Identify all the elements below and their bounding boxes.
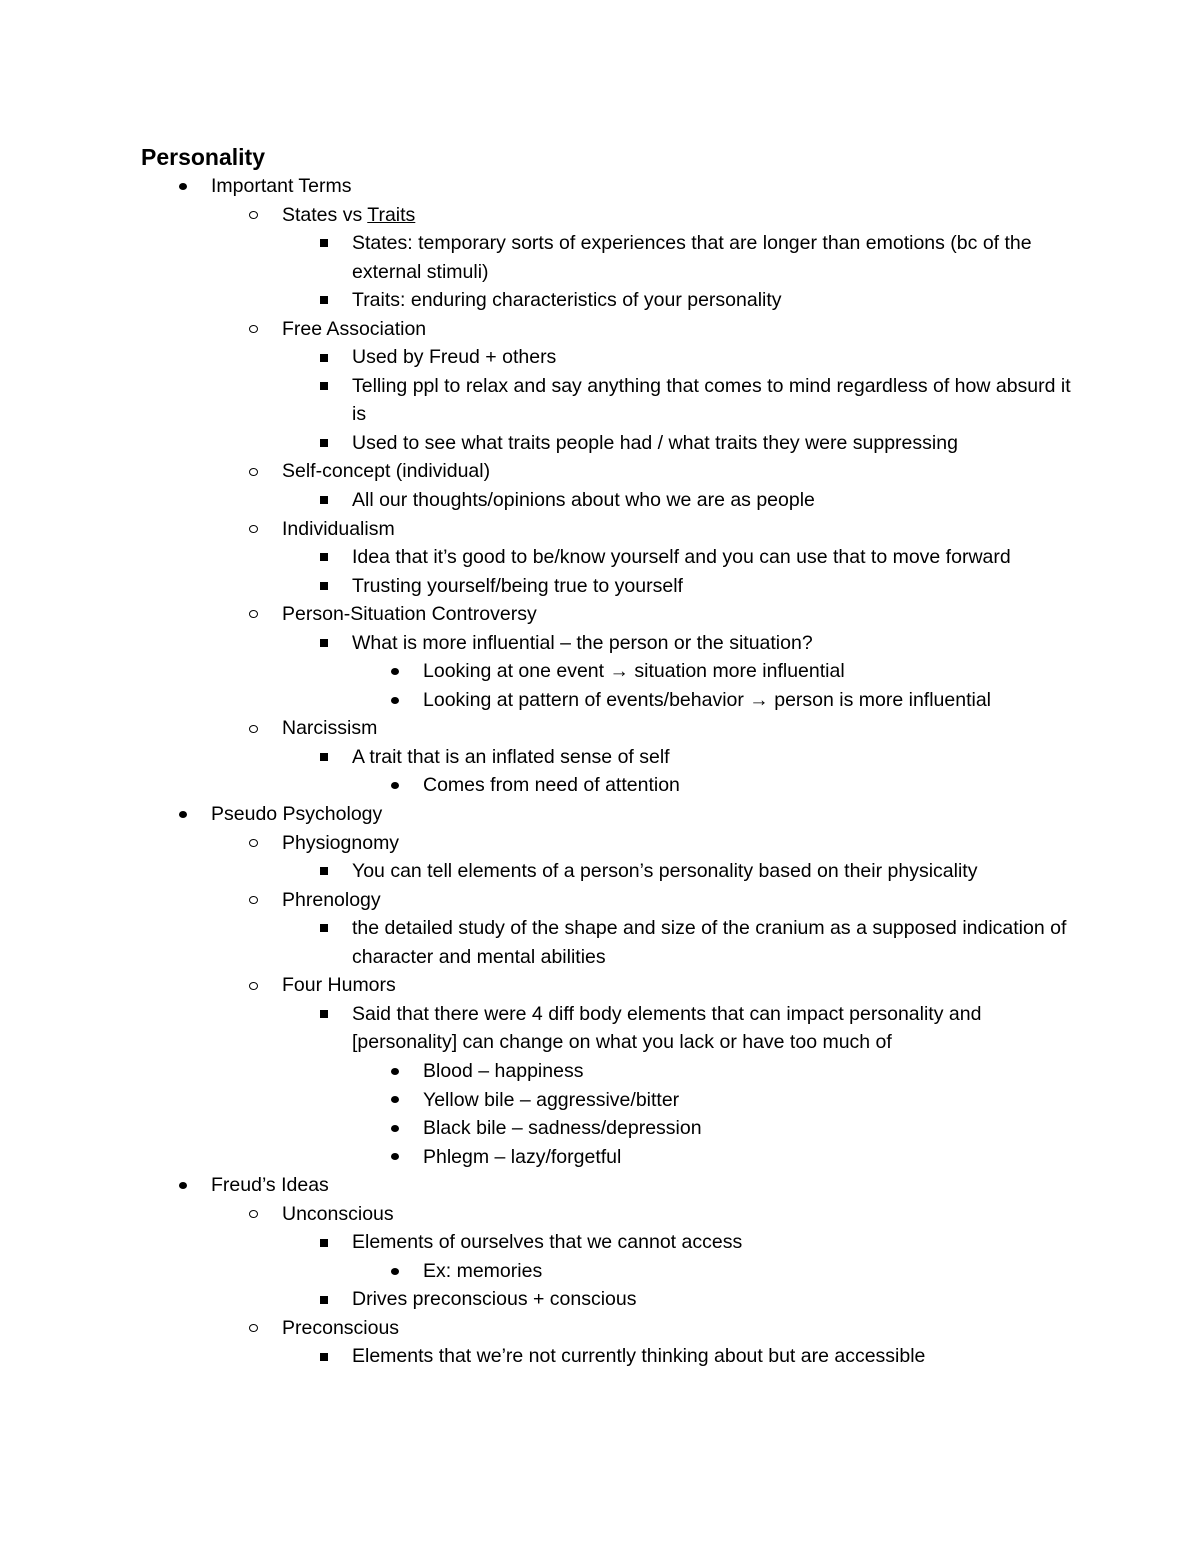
outline-item-level-2 — [141, 315, 1081, 344]
outline-item-text: Comes from need of attention — [423, 774, 680, 797]
outline-item-text: What is more influential – the person or the situation? — [352, 631, 813, 654]
filled-square-bullet-icon — [320, 743, 328, 772]
outline-item-text: Trusting yourself/being true to yourself — [352, 574, 683, 597]
outline-item-text: States vs — [282, 203, 368, 226]
outline-item-text: Elements of ourselves that we cannot access — [352, 1231, 743, 1254]
outline-item-level-3 — [141, 1285, 1081, 1314]
hollow-circle-bullet-icon — [249, 886, 258, 915]
outline-item-level-3 — [141, 486, 1081, 515]
outline-item-text: Free Association — [282, 317, 427, 340]
filled-disc-bullet-icon — [391, 1143, 399, 1172]
outline-item-text: Narcissism — [282, 717, 378, 740]
outline-item-text: A trait that is an inflated sense of self — [352, 745, 670, 768]
filled-square-bullet-icon — [320, 1285, 328, 1314]
outline-item-text: States: temporary sorts of experiences that are longer than emotions (bc of the external stimuli) — [352, 232, 1032, 283]
outline-item-level-4 — [141, 1143, 1081, 1172]
outline-item-level-4 — [141, 1114, 1081, 1143]
outline-item-level-4 — [141, 686, 1081, 715]
outline-item-level-1 — [141, 800, 1081, 829]
hollow-circle-bullet-icon — [249, 515, 258, 544]
filled-square-bullet-icon — [320, 229, 328, 258]
outline-item-level-2 — [141, 201, 1081, 230]
filled-square-bullet-icon — [320, 486, 328, 515]
outline-item-text: Physiognomy — [282, 831, 400, 854]
outline-item-level-4 — [141, 1086, 1081, 1115]
outline-item-level-3 — [141, 543, 1081, 572]
filled-disc-bullet-icon — [391, 1057, 399, 1086]
outline-item-level-2 — [141, 886, 1081, 915]
outline-item-level-3 — [141, 229, 1081, 286]
hollow-circle-bullet-icon — [249, 315, 258, 344]
hollow-circle-bullet-icon — [249, 1314, 258, 1343]
filled-disc-bullet-icon — [391, 1114, 399, 1143]
outline-item-level-3 — [141, 429, 1081, 458]
hollow-circle-bullet-icon — [249, 829, 258, 858]
outline-item-text: Yellow bile – aggressive/bitter — [423, 1088, 680, 1111]
outline-item-text: Traits: enduring characteristics of your personality — [352, 289, 782, 312]
filled-square-bullet-icon — [320, 1228, 328, 1257]
outline-item-text: Four Humors — [282, 974, 396, 997]
outline-item-level-2 — [141, 829, 1081, 858]
outline-item-text: All our thoughts/opinions about who we are as people — [352, 489, 815, 512]
outline-item-text: Telling ppl to relax and say anything that comes to mind regardless of how absurd it is — [352, 374, 1071, 426]
outline-item-text: Black bile – sadness/depression — [423, 1117, 702, 1140]
filled-square-bullet-icon — [320, 914, 328, 943]
outline-item-level-3 — [141, 1228, 1081, 1257]
outline-item-level-4 — [141, 1057, 1081, 1086]
filled-disc-bullet-icon — [391, 657, 399, 686]
outline-item-level-3 — [141, 372, 1081, 429]
outline-item-text: Phrenology — [282, 888, 381, 911]
filled-square-bullet-icon — [320, 343, 328, 372]
filled-square-bullet-icon — [320, 286, 328, 315]
outline-item-level-3 — [141, 914, 1081, 971]
hollow-circle-bullet-icon — [249, 201, 258, 230]
hollow-circle-bullet-icon — [249, 457, 258, 486]
outline-item-level-2 — [141, 971, 1081, 1000]
outline-item-text: the detailed study of the shape and size of the cranium as a supposed indication of character and mental abilities — [352, 917, 1067, 968]
outline-item-text: Ex: memories — [423, 1259, 543, 1282]
outline-item-text: Phlegm – lazy/forgetful — [423, 1145, 622, 1168]
filled-disc-bullet-icon — [391, 1086, 399, 1115]
outline-item-level-4 — [141, 771, 1081, 800]
hollow-circle-bullet-icon — [249, 600, 258, 629]
outline-item-level-3 — [141, 857, 1081, 886]
filled-disc-bullet-icon — [179, 1171, 187, 1200]
filled-disc-bullet-icon — [391, 1257, 399, 1286]
outline-item-text: Pseudo Psychology — [211, 803, 383, 826]
outline-item-level-3 — [141, 343, 1081, 372]
hollow-circle-bullet-icon — [249, 971, 258, 1000]
filled-disc-bullet-icon — [179, 172, 187, 201]
outline-item-level-4 — [141, 1257, 1081, 1286]
filled-square-bullet-icon — [320, 572, 328, 601]
outline-item-text: Looking at pattern of events/behavior → person is more influential — [423, 688, 991, 711]
hollow-circle-bullet-icon — [249, 714, 258, 743]
filled-disc-bullet-icon — [179, 800, 187, 829]
outline-item-text: You can tell elements of a person’s personality based on their physicality — [352, 860, 978, 883]
outline-item-text: Important Terms — [211, 175, 352, 197]
outline-item-level-3 — [141, 1000, 1081, 1057]
filled-square-bullet-icon — [320, 1342, 328, 1371]
outline-item-text: Said that there were 4 diff body elements that can impact personality and [personality] can change on what you lack or have too much of — [352, 1002, 982, 1054]
outline-item-text: Elements that we’re not currently thinking about but are accessible — [352, 1345, 926, 1368]
outline-item-text: Unconscious — [282, 1202, 394, 1225]
filled-square-bullet-icon — [320, 543, 328, 572]
outline-item-text: Self-concept (individual) — [282, 460, 491, 483]
outline-item-level-2 — [141, 457, 1081, 486]
outline-item-text: Used to see what traits people had / what traits they were suppressing — [352, 431, 958, 454]
outline-item-text: Person-Situation Controversy — [282, 603, 537, 626]
outline-item-level-3 — [141, 743, 1081, 772]
underlined-term: Traits — [367, 203, 416, 226]
outline-item-level-2 — [141, 1314, 1081, 1343]
outline-item-level-2 — [141, 1200, 1081, 1229]
outline-list — [141, 172, 1081, 1371]
outline-item-text: Preconscious — [282, 1316, 400, 1339]
outline-item-level-3 — [141, 286, 1081, 315]
filled-square-bullet-icon — [320, 372, 328, 401]
filled-square-bullet-icon — [320, 629, 328, 658]
filled-disc-bullet-icon — [391, 686, 399, 715]
outline-item-level-2 — [141, 600, 1081, 629]
filled-disc-bullet-icon — [391, 771, 399, 800]
outline-item-level-3 — [141, 1342, 1081, 1371]
filled-square-bullet-icon — [320, 1000, 328, 1029]
page-title: Personality — [141, 144, 265, 170]
outline-item-text: Drives preconscious + conscious — [352, 1288, 637, 1311]
outline-item-text: Looking at one event → situation more influential — [423, 660, 845, 683]
outline-item-level-3 — [141, 629, 1081, 658]
outline-item-text: Freud’s Ideas — [211, 1174, 329, 1197]
filled-square-bullet-icon — [320, 429, 328, 458]
outline-item-level-1 — [141, 172, 1081, 201]
filled-square-bullet-icon — [320, 857, 328, 886]
document-body — [141, 142, 1081, 1371]
outline-item-text: Used by Freud + others — [352, 346, 557, 369]
outline-item-level-2 — [141, 515, 1081, 544]
outline-item-level-4 — [141, 657, 1081, 686]
outline-item-level-1 — [141, 1171, 1081, 1200]
outline-item-level-3 — [141, 572, 1081, 601]
hollow-circle-bullet-icon — [249, 1200, 258, 1229]
outline-item-level-2 — [141, 714, 1081, 743]
outline-item-text: Blood – happiness — [423, 1059, 584, 1082]
outline-item-text: Idea that it’s good to be/know yourself and you can use that to move forward — [352, 546, 1011, 569]
outline-item-text: Individualism — [282, 517, 395, 540]
